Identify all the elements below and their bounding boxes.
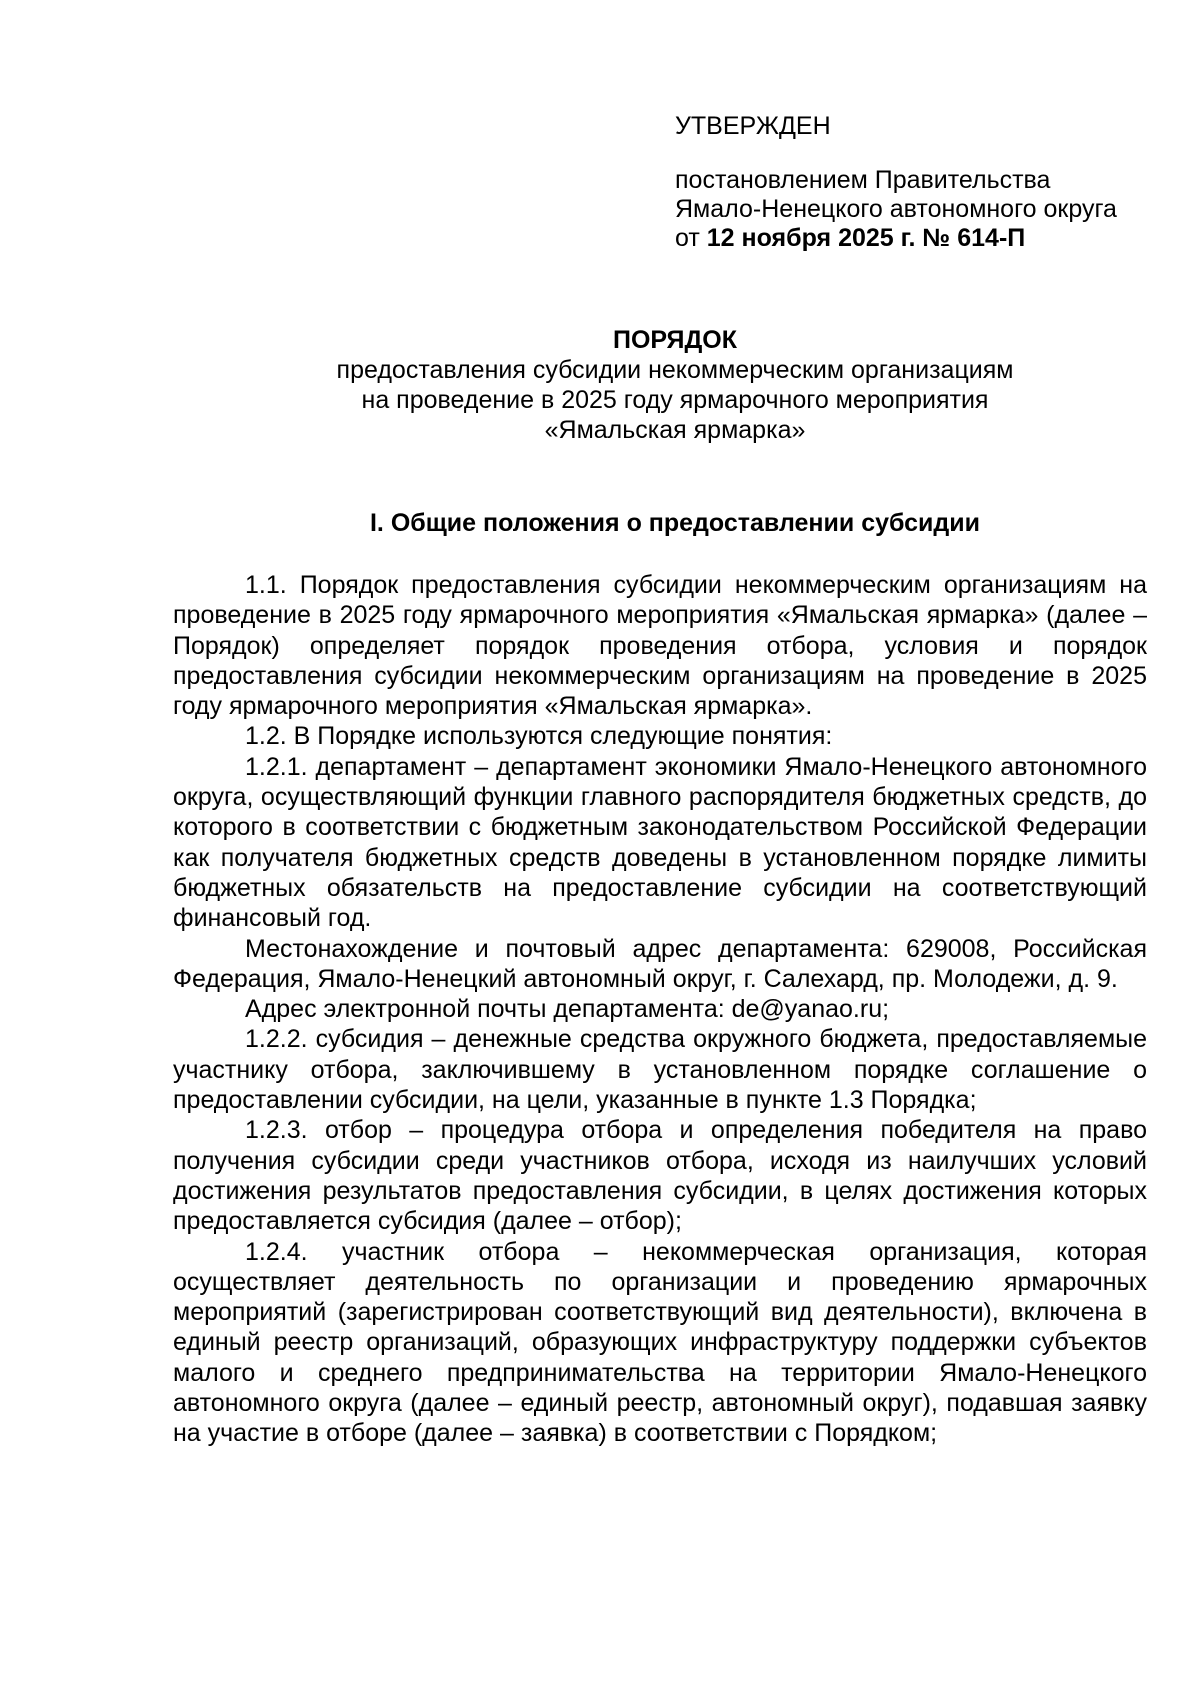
paragraph-1-1: 1.1. Порядок предоставления субсидии некоммерческим организациям на проведение в 2025 году ярмарочного мероприятия «Ямальская ярмарка» (далее – Порядок) определяет порядок проведения отбора, условия и порядок предоставления субсидии некоммерческим организациям на проведение в 2025 году ярмарочного мероприятия «Ямальская ярмарка». [173, 571, 1147, 721]
document-subtitle-line-1: предоставления субсидии некоммерческим организациям [336, 356, 1014, 384]
approval-block [675, 112, 1175, 253]
paragraph-address: Местонахождение и почтовый адрес департамента: 629008, Российская Федерация, Ямало-Ненецкий автономный округ, г. Салехард, пр. Молодежи, д. 9. [173, 934, 1147, 993]
document-subtitle-line-2: на проведение в 2025 году ярмарочного мероприятия [361, 386, 989, 414]
paragraph-1-2-2: 1.2.2. субсидия – денежные средства окружного бюджета, предоставляемые участнику отбора, заключившему в установленном порядке соглашение о предоставлении субсидии, на цели, указанные в пункте 1.3 Порядка; [173, 1025, 1147, 1115]
paragraph-email: Адрес электронной почты департамента: de@yanao.ru; [245, 995, 890, 1024]
paragraph-1-2-1: 1.2.1. департамент – департамент экономики Ямало-Ненецкого автономного округа, осуществляющий функции главного распорядителя бюджетных средств, до которого в соответствии с бюджетным законодательством Российской Федерации как получателя бюджетных средств доведены в установленном порядке лимиты бюджетных обязательств на предоставление субсидии на соответствующий финансовый год. [173, 752, 1147, 933]
paragraph-1-2-4: 1.2.4. участник отбора – некоммерческая организация, которая осуществляет деятельность по организации и проведению ярмарочных мероприятий (зарегистрирован соответствующий вид деятельности), включена в единый реестр организаций, образующих инфраструктуру поддержки субъектов малого и среднего предпринимательства на территории Ямало-Ненецкого автономного округа (далее – единый реестр, автономный округ), подавшая заявку на участие в отборе (далее – заявка) в соответствии с Порядком; [173, 1237, 1147, 1448]
section-heading: I. Общие положения о предоставлении субсидии [369, 509, 980, 537]
document-title: ПОРЯДОК [613, 326, 737, 354]
paragraph-1-2-3: 1.2.3. отбор – процедура отбора и определения победителя на право получения субсидии среди участников отбора, исходя из наилучших условий достижения результатов предоставления субсидии, в целях достижения которых предоставляется субсидия (далее – отбор); [173, 1116, 1147, 1236]
paragraph-1-2: 1.2. В Порядке используются следующие понятия: [245, 722, 833, 751]
approval-line-1: постановлением Правительства [675, 166, 1051, 194]
approval-line-2: Ямало-Ненецкого автономного округа [675, 195, 1117, 223]
approval-date-prefix: от [675, 224, 707, 252]
document-subtitle-line-3: «Ямальская ярмарка» [544, 416, 806, 444]
document-heading [175, 325, 1175, 445]
document-body [173, 570, 1147, 1449]
approval-date-number: 12 ноября 2025 г. № 614-П [706, 224, 1026, 252]
approved-label: УТВЕРЖДЕН [675, 112, 831, 140]
approval-date-line [675, 224, 1175, 253]
